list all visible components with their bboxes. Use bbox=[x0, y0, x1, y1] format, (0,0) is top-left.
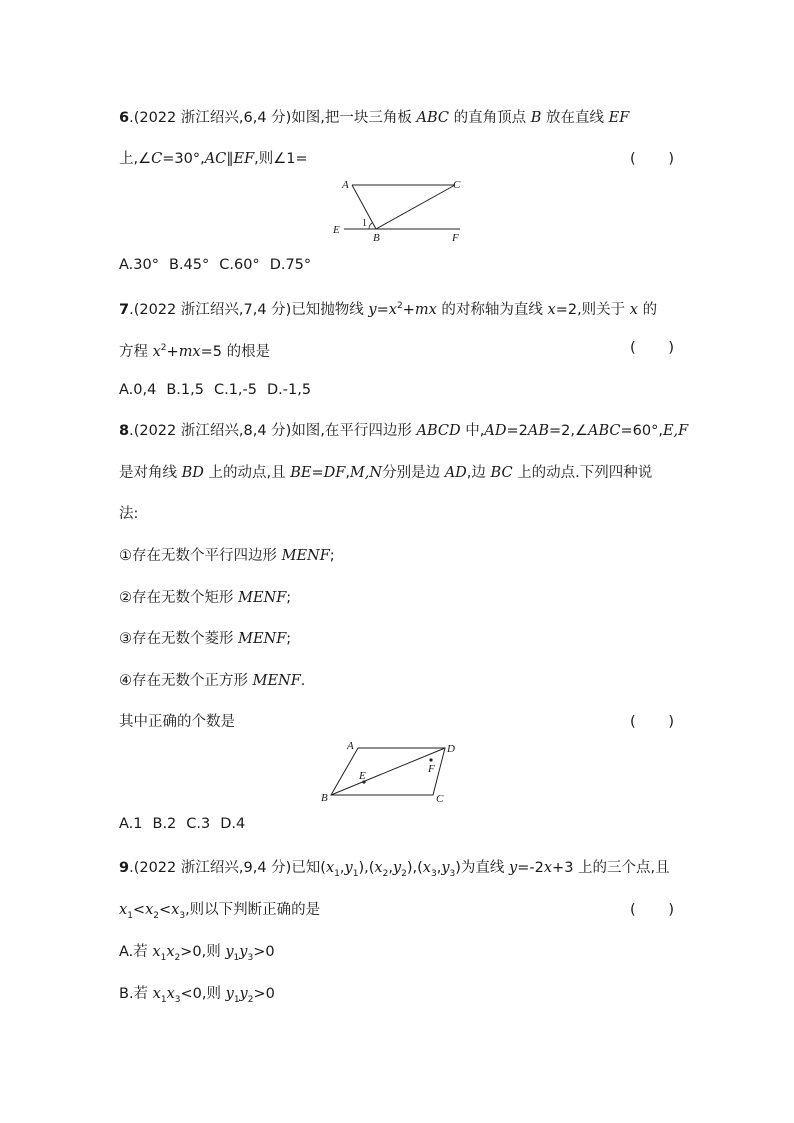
q9-var: y bbox=[225, 944, 234, 960]
q8-statement-4 bbox=[119, 671, 674, 691]
q9-option-text: >0,则 bbox=[180, 944, 226, 960]
paren-open: ( bbox=[630, 902, 636, 918]
q7-var: mx bbox=[178, 343, 201, 360]
q8-option-c[interactable]: C.3 bbox=[186, 816, 211, 832]
q8-var: BC bbox=[490, 465, 513, 481]
q9-var: x bbox=[374, 860, 383, 876]
q9-stem-line1 bbox=[119, 858, 674, 884]
q8-ask bbox=[119, 712, 674, 732]
paren-close: ) bbox=[668, 340, 674, 356]
q6-label-E: E bbox=[333, 224, 340, 236]
q9-text: < bbox=[159, 902, 172, 918]
q9-var: x bbox=[543, 860, 553, 876]
q8-text: 是对角线 bbox=[119, 465, 182, 481]
q9-sub: 3 bbox=[449, 868, 456, 879]
q6-text: 上,∠ bbox=[119, 151, 152, 167]
q7-text: + bbox=[402, 301, 415, 318]
q6-label-angle1: 1 bbox=[362, 218, 367, 229]
q7-stem-line1 bbox=[119, 296, 674, 320]
q8-var: MENF bbox=[252, 673, 301, 689]
q9-var: y bbox=[392, 860, 402, 876]
q9-text: ),( bbox=[406, 860, 423, 876]
q9-var: y bbox=[344, 860, 353, 876]
q9-text: +3 上的三个点,且 bbox=[552, 860, 670, 876]
paren-close: ) bbox=[668, 714, 674, 730]
q8-var: DF bbox=[323, 465, 346, 481]
q9-source: .(2022 浙江绍兴,9,4 分) bbox=[129, 860, 292, 876]
q7-var: x bbox=[547, 301, 556, 318]
q8-punct: ; bbox=[286, 590, 292, 606]
q8-label-A: A bbox=[347, 740, 354, 752]
q9-sub: 2 bbox=[174, 952, 181, 963]
paren-close: ) bbox=[668, 902, 674, 918]
q6-text: 放在直线 bbox=[541, 110, 609, 126]
q9-option-text: A.若 bbox=[119, 944, 153, 960]
q8-text: ,边 bbox=[466, 465, 491, 481]
q7-options bbox=[119, 380, 674, 400]
q9-sub: 1 bbox=[127, 910, 133, 921]
q8-answer-blank[interactable] bbox=[630, 712, 674, 732]
q8-number: 8 bbox=[119, 423, 130, 439]
q8-text: 法: bbox=[119, 506, 139, 522]
q9-var: x bbox=[171, 902, 180, 918]
q8-text: 中, bbox=[460, 423, 485, 439]
q9-sub: 1 bbox=[334, 868, 340, 879]
paren-open: ( bbox=[630, 714, 636, 730]
q9-text: )为直线 bbox=[455, 860, 510, 876]
q8-punct: ; bbox=[329, 548, 335, 564]
q6-source: .(2022 浙江绍兴,6,4 分) bbox=[129, 110, 292, 126]
q8-var: AB bbox=[527, 423, 549, 439]
q8-var: MENF bbox=[281, 548, 330, 564]
q8-var: E,F bbox=[662, 423, 689, 439]
q9-text: , bbox=[339, 860, 345, 876]
q8-source: .(2022 浙江绍兴,8,4 分) bbox=[129, 423, 292, 439]
q9-sub: 3 bbox=[430, 868, 437, 879]
q9-var: x bbox=[325, 860, 335, 876]
q9-text: , bbox=[388, 860, 393, 876]
q8-option-d[interactable]: D.4 bbox=[220, 816, 246, 832]
q9-text: < bbox=[132, 902, 146, 918]
q7-sup: 2 bbox=[396, 301, 403, 311]
q7-text: =2,则关于 bbox=[555, 301, 630, 318]
q9-var: x bbox=[119, 902, 128, 918]
q7-option-a[interactable]: A.0,4 bbox=[119, 382, 157, 398]
q7-stem-line2 bbox=[119, 338, 674, 362]
q6-label-C: C bbox=[453, 179, 461, 191]
q8-text: 如图,在平行四边形 bbox=[291, 423, 417, 439]
q6-options bbox=[119, 255, 674, 275]
q6-text: ,则∠1= bbox=[254, 151, 308, 167]
q9-answer-blank[interactable] bbox=[630, 900, 674, 920]
q9-var: x bbox=[422, 860, 431, 876]
q8-var: BD bbox=[181, 465, 204, 481]
q8-text: 上的动点,且 bbox=[203, 465, 291, 481]
q6-text: ∥ bbox=[226, 151, 234, 167]
q7-text: =5 的根是 bbox=[200, 343, 271, 360]
q7-text: = bbox=[376, 301, 389, 318]
q9-var: x bbox=[166, 944, 175, 960]
q8-stem-line1 bbox=[119, 421, 689, 441]
q9-var: y bbox=[239, 986, 248, 1002]
q9-var: x bbox=[145, 902, 154, 918]
paren-open: ( bbox=[630, 151, 636, 167]
q8-text: =60°, bbox=[620, 423, 663, 439]
q9-sub: 2 bbox=[382, 868, 389, 879]
q6-var: AC bbox=[204, 151, 227, 167]
q6-var: C bbox=[151, 151, 163, 167]
q8-ask-text: 其中正确的个数是 bbox=[119, 714, 235, 730]
q9-var: y bbox=[225, 986, 234, 1002]
q9-sub: 1 bbox=[160, 994, 167, 1005]
q6-text: =30°, bbox=[162, 151, 205, 167]
q8-statement-text: ④存在无数个正方形 bbox=[119, 673, 253, 689]
q8-statement-text: ②存在无数个矩形 bbox=[119, 590, 239, 606]
q7-text: + bbox=[166, 343, 179, 360]
q8-statement-3 bbox=[119, 629, 674, 649]
q8-label-C: C bbox=[436, 793, 444, 805]
q9-option-text: >0 bbox=[253, 944, 275, 960]
q7-text: 已知抛物线 bbox=[291, 301, 369, 318]
q7-option-d[interactable]: D.-1,5 bbox=[267, 382, 312, 398]
q7-text: 的 bbox=[637, 301, 658, 318]
q8-var: MENF bbox=[238, 631, 287, 647]
q6-var: EF bbox=[608, 110, 630, 126]
q8-option-b[interactable]: B.2 bbox=[152, 816, 177, 832]
q9-sub: 3 bbox=[179, 910, 186, 921]
q7-var: y bbox=[368, 301, 377, 318]
q7-sup: 2 bbox=[160, 343, 167, 353]
q6-option-d[interactable]: D.75° bbox=[269, 257, 312, 273]
q8-var: BE bbox=[290, 465, 312, 481]
q7-option-b[interactable]: B.1,5 bbox=[166, 382, 204, 398]
q8-statement-2 bbox=[119, 588, 674, 608]
q9-option-text: >0 bbox=[253, 986, 275, 1002]
q8-label-B: B bbox=[321, 792, 328, 804]
q6-var: ABC bbox=[416, 110, 450, 126]
q8-var: M,N bbox=[349, 465, 383, 481]
q6-label-A: A bbox=[342, 179, 349, 191]
q8-stem-line2 bbox=[119, 463, 674, 483]
q9-sub: 1 bbox=[233, 952, 240, 963]
q7-text: 的对称轴为直线 bbox=[436, 301, 548, 318]
q9-number: 9 bbox=[119, 860, 130, 876]
q8-text: = bbox=[311, 465, 324, 481]
q9-option-b[interactable] bbox=[119, 984, 674, 1010]
q6-stem-line1 bbox=[119, 108, 674, 128]
q7-text: 方程 bbox=[119, 343, 153, 360]
q9-sub: 1 bbox=[233, 994, 240, 1005]
q8-var: AD bbox=[444, 465, 467, 481]
q8-var: MENF bbox=[238, 590, 287, 606]
q6-number: 6 bbox=[119, 110, 130, 126]
q8-punct: . bbox=[300, 673, 306, 689]
q9-var: x bbox=[152, 986, 161, 1002]
q8-statement-text: ③存在无数个菱形 bbox=[119, 631, 239, 647]
q6-text: 如图,把一块三角板 bbox=[291, 110, 417, 126]
q9-text: ,则以下判断正确的是 bbox=[185, 902, 321, 918]
q9-text: 已知( bbox=[291, 860, 326, 876]
q8-punct: ; bbox=[286, 631, 292, 647]
q9-text: =-2 bbox=[517, 860, 544, 876]
q7-source: .(2022 浙江绍兴,7,4 分) bbox=[129, 301, 292, 318]
q6-option-c[interactable]: C.60° bbox=[219, 257, 260, 273]
q6-option-a[interactable]: A.30° bbox=[119, 257, 159, 273]
q8-figure bbox=[318, 738, 458, 806]
q6-text: 的直角顶点 bbox=[449, 110, 531, 126]
q9-sub: 3 bbox=[247, 952, 254, 963]
q9-var: x bbox=[166, 986, 175, 1002]
q9-var: y bbox=[239, 944, 248, 960]
q9-sub: 3 bbox=[174, 994, 181, 1005]
q7-answer-blank[interactable] bbox=[630, 338, 674, 358]
q6-label-B: B bbox=[373, 232, 380, 244]
q8-text: 上的动点.下列四种说 bbox=[512, 465, 653, 481]
q9-sub: 2 bbox=[401, 868, 407, 879]
q9-var: x bbox=[152, 944, 161, 960]
q8-text: 分别是边 bbox=[382, 465, 445, 481]
q6-figure bbox=[330, 176, 470, 244]
q8-statement-1 bbox=[119, 546, 674, 566]
q8-statement-text: ①存在无数个平行四边形 bbox=[119, 548, 282, 564]
q8-stem-line3 bbox=[119, 504, 674, 524]
q8-var: ABCD bbox=[416, 423, 461, 439]
q9-sub: 1 bbox=[160, 952, 167, 963]
q7-option-c[interactable]: C.1,-5 bbox=[213, 382, 257, 398]
q9-sub: 2 bbox=[247, 994, 254, 1005]
q7-var: x bbox=[388, 301, 397, 318]
q8-var: ABC bbox=[587, 423, 621, 439]
paren-open: ( bbox=[630, 340, 636, 356]
q9-text: ),( bbox=[358, 860, 375, 876]
q9-option-a[interactable] bbox=[119, 942, 674, 968]
q8-text: =2,∠ bbox=[549, 423, 588, 439]
q7-var: x bbox=[629, 301, 638, 318]
q6-label-F: F bbox=[452, 232, 459, 244]
q9-sub: 2 bbox=[153, 910, 159, 921]
q6-answer-blank[interactable] bbox=[630, 149, 674, 169]
q8-text: =2 bbox=[506, 423, 528, 439]
q7-number: 7 bbox=[119, 301, 130, 318]
q6-var: B bbox=[530, 110, 542, 126]
q9-option-text: B.若 bbox=[119, 986, 153, 1002]
q9-text: , bbox=[436, 860, 442, 876]
q8-label-F: F bbox=[428, 763, 435, 775]
q8-label-D: D bbox=[447, 743, 455, 755]
q8-text: , bbox=[345, 465, 350, 481]
q9-var: y bbox=[509, 860, 518, 876]
q9-var: y bbox=[441, 860, 450, 876]
q9-stem-line2 bbox=[119, 900, 674, 926]
q7-var: x bbox=[152, 343, 161, 360]
q9-sub: 1 bbox=[352, 868, 359, 879]
q9-option-text: <0,则 bbox=[180, 986, 226, 1002]
q8-label-E: E bbox=[359, 770, 366, 782]
q6-var: EF bbox=[233, 151, 255, 167]
q7-var: mx bbox=[414, 301, 437, 318]
q6-option-b[interactable]: B.45° bbox=[168, 257, 210, 273]
q6-stem-line2 bbox=[119, 149, 674, 169]
q8-option-a[interactable]: A.1 bbox=[119, 816, 143, 832]
q8-var: AD bbox=[484, 423, 507, 439]
q8-options bbox=[119, 814, 674, 834]
paren-close: ) bbox=[668, 151, 674, 167]
